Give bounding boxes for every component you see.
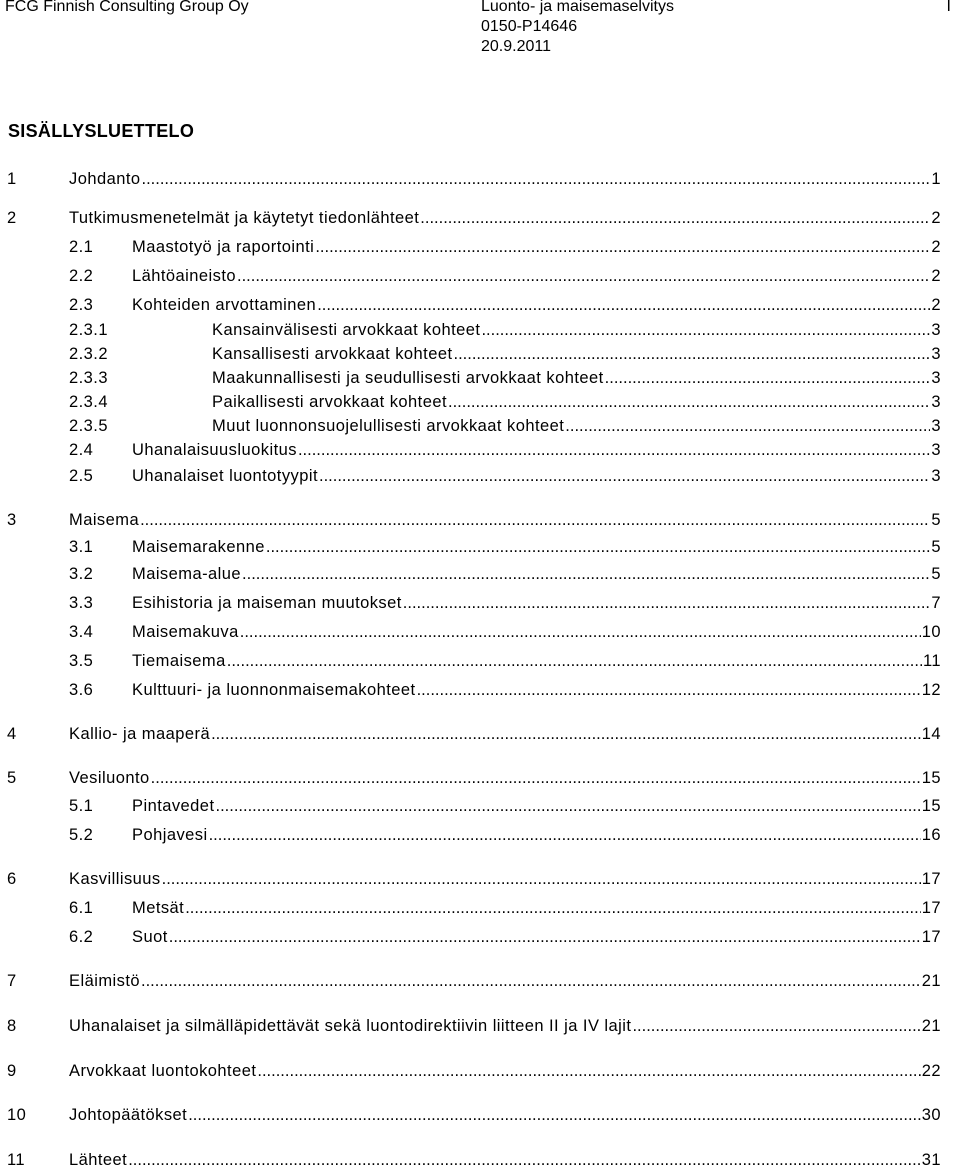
toc-entry-body xyxy=(132,824,941,846)
toc-entry[interactable] xyxy=(0,795,941,817)
toc-entry-number: 2.3.1 xyxy=(69,321,108,339)
toc-entry-number: 5 xyxy=(7,769,17,787)
toc-entry-body xyxy=(132,679,941,701)
toc-dot-leader xyxy=(227,650,922,672)
toc-entry-page: 2 xyxy=(931,238,941,256)
toc-entry[interactable] xyxy=(0,439,941,461)
toc-entry-page: 5 xyxy=(931,538,941,556)
toc-entry-page: 12 xyxy=(921,681,941,699)
toc-dot-leader xyxy=(185,897,921,919)
toc-entry-body xyxy=(69,1015,941,1037)
toc-dot-leader xyxy=(151,767,921,789)
toc-entry[interactable] xyxy=(0,563,941,585)
toc-entry-page: 5 xyxy=(931,565,941,583)
toc-entry-page: 16 xyxy=(921,826,941,844)
toc-entry-page: 2 xyxy=(931,209,941,227)
toc-entry[interactable] xyxy=(0,650,941,672)
toc-dot-leader xyxy=(257,1060,920,1082)
toc-entry[interactable] xyxy=(0,536,941,558)
toc-entry[interactable] xyxy=(0,343,941,365)
toc-entry[interactable] xyxy=(0,592,941,614)
toc-dot-leader xyxy=(211,723,921,745)
toc-entry-page: 3 xyxy=(931,467,941,485)
toc-dot-leader xyxy=(237,265,930,287)
toc-entry-page: 14 xyxy=(921,725,941,743)
toc-entry[interactable] xyxy=(0,367,941,389)
toc-entry-number: 6 xyxy=(7,870,17,888)
toc-dot-leader xyxy=(142,168,931,190)
toc-entry[interactable] xyxy=(0,824,941,846)
toc-entry-body xyxy=(132,650,941,672)
toc-entry-page: 3 xyxy=(931,417,941,435)
toc-entry-page: 22 xyxy=(921,1062,941,1080)
toc-entry-body xyxy=(132,795,941,817)
toc-dot-leader xyxy=(605,367,931,389)
toc-entry-number: 3.5 xyxy=(69,652,94,670)
toc-entry[interactable] xyxy=(0,1104,941,1126)
toc-dot-leader xyxy=(242,563,930,585)
toc-dot-leader xyxy=(188,1104,921,1126)
toc-entry-label: Muut luonnonsuojelullisesti arvokkaat kohteet xyxy=(212,417,565,435)
toc-dot-leader xyxy=(319,465,930,487)
toc-entry-page: 5 xyxy=(931,511,941,529)
toc-title: SISÄLLYSLUETTELO xyxy=(8,121,195,141)
toc-dot-leader xyxy=(315,236,930,258)
toc-dot-leader xyxy=(420,207,930,229)
toc-entry-page: 17 xyxy=(921,899,941,917)
toc-entry-page: 30 xyxy=(921,1106,941,1124)
toc-entry-number: 2.3.3 xyxy=(69,369,108,387)
toc-entry[interactable] xyxy=(0,970,941,992)
toc-entry-label: Tutkimusmenetelmät ja käytetyt tiedonlähteet xyxy=(69,209,420,227)
toc-entry-page: 1 xyxy=(931,170,941,188)
toc-entry[interactable] xyxy=(0,621,941,643)
toc-entry-body xyxy=(69,1060,941,1082)
toc-entry-label: Kansainvälisesti arvokkaat kohteet xyxy=(212,321,481,339)
toc-entry-number: 2.3.2 xyxy=(69,345,108,363)
toc-entry[interactable] xyxy=(0,509,941,531)
header-meta xyxy=(481,0,674,58)
toc-entry[interactable] xyxy=(0,767,941,789)
toc-entry-label: Kasvillisuus xyxy=(69,870,161,888)
toc-dot-leader xyxy=(298,439,930,461)
header-date: 20.9.2011 xyxy=(481,38,551,55)
toc-entry-page: 3 xyxy=(931,321,941,339)
toc-entry-number: 6.2 xyxy=(69,928,94,946)
toc-entry-label: Maisemakuva xyxy=(132,623,239,641)
toc-entry-number: 4 xyxy=(7,725,17,743)
toc-entry-label: Maastotyö ja raportointi xyxy=(132,238,315,256)
toc-entry-number: 3.4 xyxy=(69,623,94,641)
toc-entry-number: 8 xyxy=(7,1017,17,1035)
toc-dot-leader xyxy=(162,868,921,890)
toc-entry-number: 2.2 xyxy=(69,267,94,285)
toc-dot-leader xyxy=(317,294,930,316)
toc-entry-label: Uhanalaiset luontotyypit xyxy=(132,467,318,485)
toc-entry-page: 15 xyxy=(921,797,941,815)
toc-entry-label: Maisema-alue xyxy=(132,565,242,583)
toc-entry-label: Esihistoria ja maiseman muutokset xyxy=(132,594,402,612)
toc-entry-number: 3.3 xyxy=(69,594,94,612)
toc-dot-leader xyxy=(240,621,921,643)
toc-entry-body xyxy=(132,621,941,643)
toc-entry-page: 21 xyxy=(921,972,941,990)
toc-entry[interactable] xyxy=(0,1060,941,1082)
toc-entry-number: 11 xyxy=(7,1151,26,1169)
toc-entry-label: Pintavedet xyxy=(132,797,215,815)
header-project-code: 0150-P14646 xyxy=(481,18,578,35)
toc-entry-label: Kulttuuri- ja luonnonmaisemakohteet xyxy=(132,681,416,699)
toc-entry-number: 10 xyxy=(7,1106,27,1124)
toc-entry[interactable] xyxy=(0,897,941,919)
toc-dot-leader xyxy=(632,1015,920,1037)
toc-entry-label: Paikallisesti arvokkaat kohteet xyxy=(212,393,447,411)
toc-entry-label: Maakunnallisesti ja seudullisesti arvokkaat kohteet xyxy=(212,369,604,387)
toc-dot-leader xyxy=(481,319,930,341)
toc-entry-page: 3 xyxy=(931,345,941,363)
toc-entry-label: Uhanalaisuusluokitus xyxy=(132,441,297,459)
header-page-number: I xyxy=(946,0,951,15)
toc-entry-number: 3.6 xyxy=(69,681,94,699)
toc-entry-number: 3 xyxy=(7,511,17,529)
toc-dot-leader xyxy=(266,536,930,558)
toc-entry-number: 5.1 xyxy=(69,797,94,815)
toc-entry[interactable] xyxy=(0,391,941,413)
toc-entry-number: 2.3.5 xyxy=(69,417,108,435)
toc-dot-leader xyxy=(140,509,930,531)
toc-entry-page: 17 xyxy=(921,928,941,946)
toc-entry-page: 15 xyxy=(921,769,941,787)
toc-entry-number: 1 xyxy=(7,170,17,188)
toc-dot-leader xyxy=(454,343,931,365)
toc-entry-number: 3.2 xyxy=(69,565,94,583)
header-company: FCG Finnish Consulting Group Oy xyxy=(5,0,249,15)
toc-entry[interactable] xyxy=(0,1149,941,1171)
toc-dot-leader xyxy=(209,824,921,846)
toc-entry-label: Uhanalaiset ja silmälläpidettävät sekä luontodirektiivin liitteen II ja IV lajit xyxy=(69,1017,632,1035)
toc-entry-page: 21 xyxy=(921,1017,941,1035)
toc-entry-body xyxy=(132,536,941,558)
toc-entry-body xyxy=(212,391,941,413)
toc-entry[interactable] xyxy=(0,1015,941,1037)
toc-entry[interactable] xyxy=(0,207,941,229)
toc-entry-page: 7 xyxy=(931,594,941,612)
toc-entry-label: Johtopäätökset xyxy=(69,1106,188,1124)
toc-entry-page: 10 xyxy=(921,623,941,641)
toc-entry-body xyxy=(132,926,941,948)
toc-entry-page: 31 xyxy=(921,1151,941,1169)
toc-entry-body xyxy=(69,207,941,229)
toc-entry[interactable] xyxy=(0,319,941,341)
toc-entry-page: 2 xyxy=(931,267,941,285)
toc-entry-body xyxy=(69,767,941,789)
toc-entry[interactable] xyxy=(0,723,941,745)
toc-entry-body xyxy=(132,439,941,461)
toc-entry-body xyxy=(212,367,941,389)
toc-entry-page: 17 xyxy=(921,870,941,888)
toc-entry-number: 2 xyxy=(7,209,17,227)
toc-entry-body xyxy=(212,343,941,365)
toc-entry-page: 3 xyxy=(931,369,941,387)
toc-entry-body xyxy=(69,509,941,531)
toc-entry-number: 2.4 xyxy=(69,441,94,459)
toc-entry-label: Kohteiden arvottaminen xyxy=(132,296,317,314)
toc-entry-number: 2.5 xyxy=(69,467,94,485)
toc-entry-page: 3 xyxy=(931,393,941,411)
toc-entry-label: Arvokkaat luontokohteet xyxy=(69,1062,257,1080)
toc-entry[interactable] xyxy=(0,265,941,287)
toc-entry-body xyxy=(69,970,941,992)
toc-dot-leader xyxy=(169,926,921,948)
toc-entry[interactable] xyxy=(0,168,941,190)
toc-entry-label: Pohjavesi xyxy=(132,826,208,844)
toc-entry-page: 2 xyxy=(931,296,941,314)
toc-entry-label: Suot xyxy=(132,928,168,946)
toc-entry-label: Maisema xyxy=(69,511,140,529)
toc-entry[interactable] xyxy=(0,465,941,487)
toc-entry-label: Kallio- ja maaperä xyxy=(69,725,211,743)
toc-entry-body xyxy=(212,319,941,341)
toc-entry-body xyxy=(132,563,941,585)
toc-entry-number: 2.3 xyxy=(69,296,94,314)
toc-entry-body xyxy=(69,1104,941,1126)
toc-dot-leader xyxy=(448,391,930,413)
toc-entry[interactable] xyxy=(0,415,941,437)
toc-entry-body xyxy=(69,723,941,745)
toc-entry-number: 6.1 xyxy=(69,899,94,917)
toc-entry-label: Eläimistö xyxy=(69,972,140,990)
toc-entry-page: 11 xyxy=(922,652,941,670)
toc-dot-leader xyxy=(417,679,921,701)
toc-entry-label: Lähtöaineisto xyxy=(132,267,237,285)
toc-entry-body xyxy=(212,415,941,437)
toc-entry-body xyxy=(132,294,941,316)
toc-dot-leader xyxy=(403,592,931,614)
toc-entry-number: 7 xyxy=(7,972,17,990)
toc-dot-leader xyxy=(128,1149,921,1171)
toc-entry-label: Maisemarakenne xyxy=(132,538,265,556)
toc-entry-body xyxy=(132,592,941,614)
toc-entry[interactable] xyxy=(0,236,941,258)
toc-dot-leader xyxy=(141,970,921,992)
toc-entry-body xyxy=(69,1149,941,1171)
toc-entry[interactable] xyxy=(0,868,941,890)
toc-entry-number: 9 xyxy=(7,1062,17,1080)
toc-entry-number: 2.1 xyxy=(69,238,94,256)
toc-entry-label: Lähteet xyxy=(69,1151,128,1169)
toc-entry-body xyxy=(69,868,941,890)
toc-entry-number: 3.1 xyxy=(69,538,94,556)
toc-entry-number: 5.2 xyxy=(69,826,94,844)
toc-entry-page: 3 xyxy=(931,441,941,459)
toc-entry-body xyxy=(69,168,941,190)
toc-entry-label: Vesiluonto xyxy=(69,769,150,787)
toc-entry-label: Kansallisesti arvokkaat kohteet xyxy=(212,345,453,363)
toc-entry-body xyxy=(132,465,941,487)
toc-entry-number: 2.3.4 xyxy=(69,393,108,411)
header-report-title: Luonto- ja maisemaselvitys xyxy=(481,0,674,15)
toc-dot-leader xyxy=(565,415,930,437)
toc-entry-body xyxy=(132,265,941,287)
toc-dot-leader xyxy=(215,795,920,817)
toc-entry[interactable] xyxy=(0,679,941,701)
toc-entry-label: Metsät xyxy=(132,899,185,917)
toc-entry-body xyxy=(132,897,941,919)
toc-entry-label: Johdanto xyxy=(69,170,141,188)
toc-entry-body xyxy=(132,236,941,258)
toc-entry-label: Tiemaisema xyxy=(132,652,226,670)
toc-entry[interactable] xyxy=(0,294,941,316)
toc-entry[interactable] xyxy=(0,926,941,948)
